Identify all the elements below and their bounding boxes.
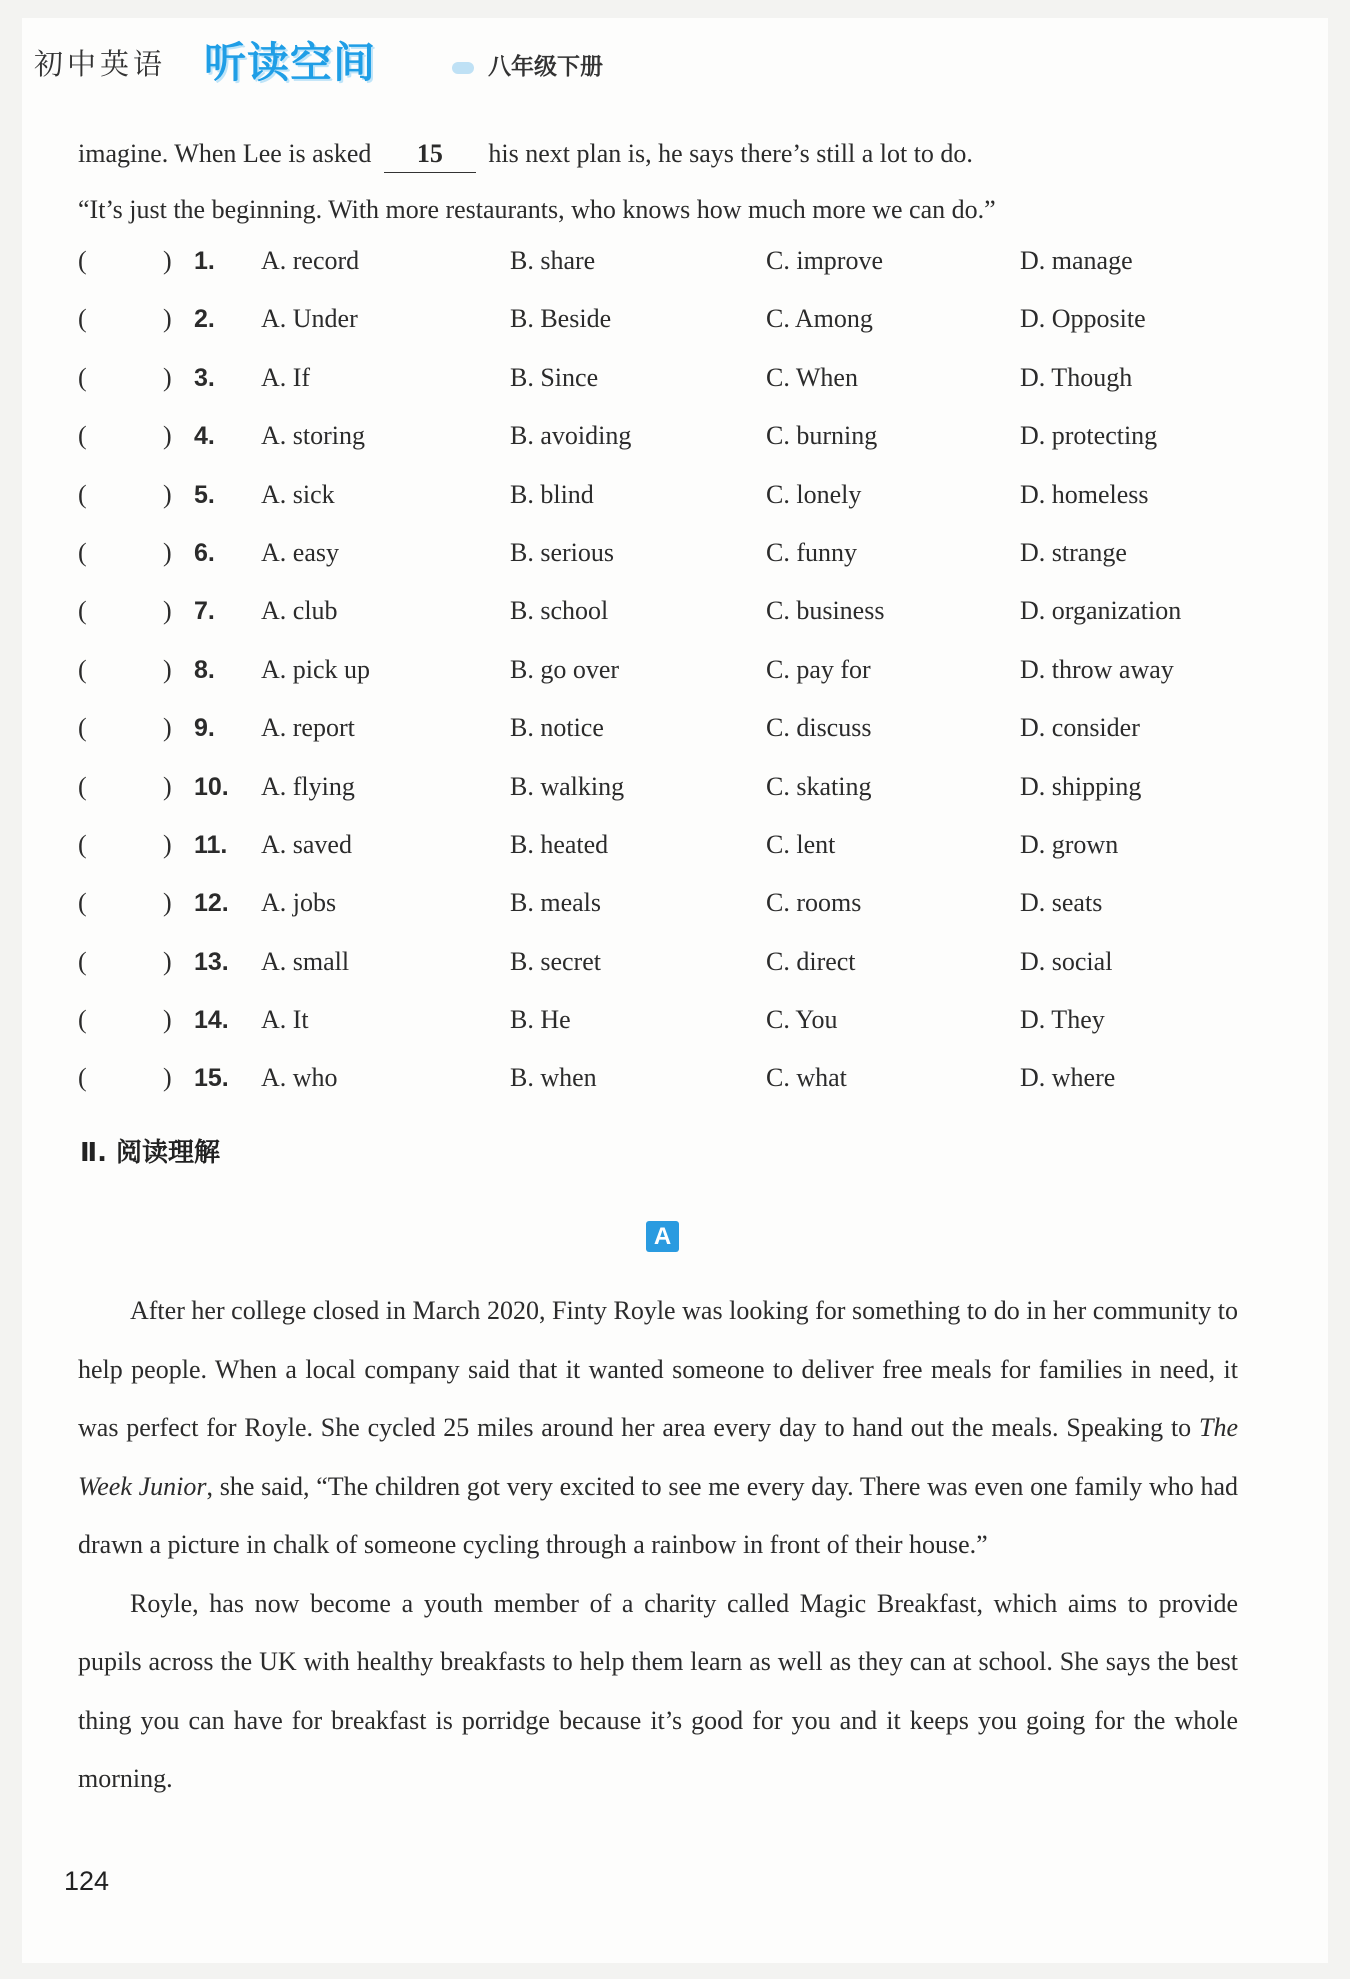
- option-a: A. pick up: [261, 654, 371, 684]
- passage-tail-line2: “It’s just the beginning. With more restaurants, who knows how much more we can do.”: [78, 195, 996, 224]
- option-b: B. blind: [510, 479, 594, 509]
- option-b: B. Beside: [510, 304, 612, 334]
- question-number: 10.: [194, 772, 229, 801]
- option-b: B. heated: [510, 829, 609, 859]
- question-number: 13.: [194, 947, 229, 976]
- option-b: B. notice: [510, 713, 604, 743]
- answer-paren-open: (: [78, 537, 87, 567]
- question-number: 14.: [194, 1006, 229, 1035]
- option-b: B. share: [510, 246, 596, 275]
- option-c: C. Among: [766, 304, 873, 334]
- question-number: 5.: [194, 480, 215, 509]
- answer-paren-open: (: [78, 304, 87, 334]
- option-b: B. go over: [510, 654, 620, 684]
- option-d: D. social: [1020, 946, 1113, 976]
- answer-paren-open: (: [78, 1005, 87, 1035]
- answer-paren-close: ): [163, 654, 172, 684]
- page-header: [34, 28, 734, 92]
- question-number: 7.: [194, 597, 215, 626]
- question-number: 1.: [194, 247, 215, 275]
- answer-paren-close: ): [163, 246, 172, 275]
- answer-paren-close: ): [163, 537, 172, 567]
- question-row: [78, 236, 1258, 294]
- option-b: B. secret: [510, 946, 601, 976]
- answer-paren-close: ): [163, 479, 172, 509]
- option-c: C. lonely: [766, 479, 862, 509]
- option-d: D. where: [1020, 1063, 1116, 1093]
- option-c: C. pay for: [766, 654, 871, 684]
- answer-paren-close: ): [163, 304, 172, 334]
- answer-paren-close: ): [163, 421, 172, 451]
- option-c: C. You: [766, 1005, 838, 1035]
- question-row: [78, 411, 1258, 469]
- option-c: C. direct: [766, 946, 856, 976]
- answer-paren-open: (: [78, 1063, 87, 1093]
- passage-paragraph-1: After her college closed in March 2020, Finty Royle was looking for something to do in her community to help people. When a local company said that it wanted someone to deliver free meals for families in need, it was perfect for Royle. She cycled 25 miles around her area every day to hand out the meals. Speaking to The Week Junior, she said, “The children got very excited to see me every day. There was even one family who had drawn a picture in chalk of someone cycling through a rainbow in front of their house.”: [78, 1296, 1238, 1559]
- question-row: [78, 703, 1258, 761]
- option-d: D. They: [1020, 1005, 1105, 1035]
- option-b: B. serious: [510, 537, 614, 567]
- option-c: C. discuss: [766, 713, 872, 743]
- question-row: [78, 294, 1258, 352]
- answer-paren-open: (: [78, 888, 87, 918]
- option-b: B. meals: [510, 888, 601, 918]
- option-a: A. easy: [261, 537, 339, 567]
- question-row: [78, 937, 1258, 995]
- option-a: A. report: [261, 713, 355, 743]
- reading-passage: [78, 1282, 1238, 1809]
- answer-paren-open: (: [78, 946, 87, 976]
- answer-paren-open: (: [78, 771, 87, 801]
- question-row: [78, 820, 1258, 878]
- series-title: 初中英语: [34, 47, 167, 81]
- question-row: [78, 528, 1258, 586]
- answer-paren-open: (: [78, 713, 87, 743]
- option-a: A. saved: [261, 829, 352, 859]
- answer-paren-close: ): [163, 771, 172, 801]
- grade-label: 八年级下册: [488, 54, 603, 80]
- answer-paren-open: (: [78, 829, 87, 859]
- brand-logo-text: 听读空间: [204, 38, 377, 87]
- question-row: [78, 470, 1258, 528]
- option-d: D. strange: [1020, 537, 1127, 567]
- answer-paren-close: ): [163, 946, 172, 976]
- option-b: B. school: [510, 596, 609, 626]
- option-d: D. Opposite: [1020, 304, 1146, 334]
- header-dot-icon: [452, 62, 474, 74]
- option-d: D. throw away: [1020, 654, 1174, 684]
- option-c: C. burning: [766, 421, 878, 451]
- option-a: A. sick: [261, 479, 335, 509]
- question-number: 9.: [194, 714, 215, 743]
- answer-blank: 15: [384, 136, 476, 173]
- question-number: 4.: [194, 422, 215, 451]
- answer-paren-open: (: [78, 421, 87, 451]
- question-number: 15.: [194, 1064, 229, 1093]
- option-c: C. business: [766, 596, 885, 626]
- section-title: Ⅱ. 阅读理解: [80, 1138, 221, 1168]
- option-a: A. jobs: [261, 888, 337, 918]
- option-a: A. If: [261, 362, 311, 392]
- option-a: A. Under: [261, 304, 358, 334]
- option-d: D. organization: [1020, 596, 1182, 626]
- question-number: 11.: [194, 830, 228, 859]
- option-a: A. It: [261, 1005, 309, 1035]
- option-a: A. storing: [261, 421, 365, 451]
- option-b: B. when: [510, 1063, 597, 1093]
- option-c: C. skating: [766, 771, 872, 801]
- passage-tail: [78, 126, 1238, 238]
- question-row: [78, 995, 1258, 1053]
- answer-paren-open: (: [78, 596, 87, 626]
- option-d: D. manage: [1020, 246, 1133, 275]
- option-d: D. homeless: [1020, 479, 1149, 509]
- passage-label-badge: A: [646, 1221, 679, 1252]
- option-a: A. flying: [261, 771, 355, 801]
- answer-paren-open: (: [78, 654, 87, 684]
- question-row: [78, 878, 1258, 936]
- publication-title: The Week Junior: [78, 1413, 1238, 1501]
- option-d: D. Though: [1020, 362, 1133, 392]
- option-a: A. club: [261, 596, 338, 626]
- option-c: C. improve: [766, 246, 883, 275]
- question-row: [78, 645, 1258, 703]
- question-number: 3.: [194, 363, 215, 392]
- option-d: D. consider: [1020, 713, 1140, 743]
- question-number: 12.: [194, 889, 229, 918]
- answer-paren-close: ): [163, 362, 172, 392]
- passage-paragraph-2: Royle, has now become a youth member of a charity called Magic Breakfast, which aims to provide pupils across the UK with healthy breakfasts to help them learn as well as they can at school. She says the best thing you can have for breakfast is porridge because it’s good for you and it keeps you going for the whole morning.: [78, 1588, 1238, 1793]
- question-row: [78, 586, 1258, 644]
- question-number: 2.: [194, 305, 215, 334]
- passage-tail-line1: imagine. When Lee is asked 15 his next plan is, he says there’s still a lot to do.: [78, 126, 1238, 182]
- option-c: C. lent: [766, 829, 836, 859]
- option-d: D. grown: [1020, 829, 1119, 859]
- option-d: D. shipping: [1020, 771, 1142, 801]
- option-d: D. protecting: [1020, 421, 1158, 451]
- question-row: [78, 762, 1258, 820]
- answer-paren-close: ): [163, 829, 172, 859]
- question-number: 8.: [194, 655, 215, 684]
- answer-paren-open: (: [78, 362, 87, 392]
- answer-paren-close: ): [163, 1005, 172, 1035]
- option-a: A. small: [261, 946, 350, 976]
- option-c: C. When: [766, 362, 858, 392]
- answer-paren-open: (: [78, 479, 87, 509]
- answer-paren-close: ): [163, 713, 172, 743]
- page-number: 124: [64, 1866, 110, 1896]
- question-number: 6.: [194, 538, 215, 567]
- option-a: A. who: [261, 1063, 338, 1093]
- option-b: B. avoiding: [510, 421, 632, 451]
- option-b: B. He: [510, 1005, 571, 1035]
- answer-paren-open: (: [78, 246, 87, 275]
- option-c: C. rooms: [766, 888, 862, 918]
- option-b: B. Since: [510, 362, 599, 392]
- answer-paren-close: ): [163, 596, 172, 626]
- option-c: C. what: [766, 1063, 847, 1093]
- option-d: D. seats: [1020, 888, 1103, 918]
- option-b: B. walking: [510, 771, 625, 801]
- answer-paren-close: ): [163, 1063, 172, 1093]
- answer-paren-close: ): [163, 888, 172, 918]
- question-row: [78, 1053, 1258, 1111]
- option-a: A. record: [261, 246, 360, 275]
- option-c: C. funny: [766, 537, 857, 567]
- question-row: [78, 353, 1258, 411]
- cloze-options-list: [78, 236, 1258, 1112]
